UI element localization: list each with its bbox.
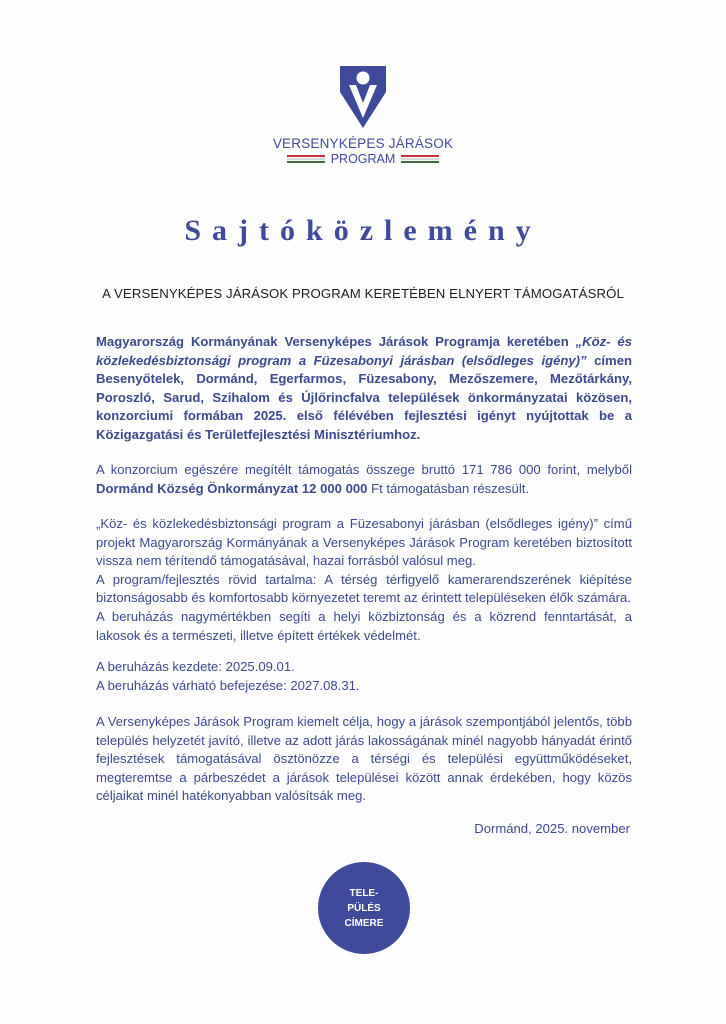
- location-pin-v-logo-icon: [340, 66, 386, 128]
- paragraph-funding: [96, 461, 632, 498]
- end-date: A beruházás várható befejezése: 2027.08.31.: [96, 677, 360, 693]
- funding-text-1: A konzorcium egészére megítélt támogatás összege bruttó 171 786 000 forint, melyből: [96, 462, 632, 477]
- hungarian-flag-right-icon: [401, 155, 439, 164]
- program-logo: [0, 66, 726, 166]
- signoff-place-date: Dormánd, 2025. november: [474, 821, 630, 836]
- logo-text-line2: PROGRAM: [330, 152, 396, 166]
- project-line3: A beruházás nagymértékben segíti a helyi közbiztonság és a közrend fenntartását, a lakosok és a természeti, illetve épített értékek védelmét.: [96, 608, 632, 643]
- project-line2: A program/fejlesztés rövid tartalma: A térség térfigyelő kamerarendszerének kiépítése biztonságosabb és komfortosabb környezetet teremt az érintett településeken élők számára.: [96, 571, 632, 606]
- settlement-crest-placeholder: [318, 862, 410, 954]
- funding-recipient: Dormánd Község Önkormányzat 12 000 000: [96, 480, 368, 496]
- intro-text-1: Magyarország Kormányának Versenyképes Járások Programja keretében: [96, 334, 576, 349]
- goal-text: A Versenyképes Járások Program kiemelt célja, hogy a járások szempontjából jelentős, több település helyzetét javító, illetve az adott járás lakosságának minél nagyobb hányadát érintő fejlesztések támogatásával ösztönözze a térségi és települési együttműködéseket, megteremtse a párbeszédet a járások települései között annak érdekében, hogy közös céljaikat minél hatékonyabban valósítsák meg.: [96, 714, 632, 804]
- hungarian-flag-left-icon: [287, 155, 325, 164]
- crest-text: TELE- PÜLÉS CÍMERE: [344, 887, 384, 929]
- logo-text-line1: VERSENYKÉPES JÁRÁSOK: [272, 136, 454, 151]
- paragraph-intro: [96, 333, 632, 445]
- paragraph-dates: [96, 658, 632, 695]
- page-title: Sajtóközlemény: [184, 214, 542, 247]
- start-date: A beruházás kezdete: 2025.09.01.: [96, 659, 295, 674]
- intro-text-2: címen Besenyőtelek, Dormánd, Egerfarmos, Füzesabony, Mezőszemere, Mezőtárkány, Poroszló, Sarud, Szihalom és Újlőrincfalva települések önkormányzatai közösen, konzorciumi formában 2025. első félévében fejlesztési igényt nyújtottak be a Közigazgatási és Területfejlesztési Minisztériumhoz.: [96, 352, 632, 442]
- paragraph-goal: [96, 713, 632, 806]
- project-line1: „Köz- és közlekedésbiztonsági program a Füzesabonyi járásban (elsődleges igény)” című projekt Magyarország Kormányának a Versenyképes Járások Program keretében biztosított vissza nem térítendő támogatásával, hazai forrásból valósul meg.: [96, 516, 632, 569]
- funding-text-2: Ft támogatásban részesült.: [367, 480, 530, 496]
- page-subtitle: A VERSENYKÉPES JÁRÁSOK PROGRAM KERETÉBEN ELNYERT TÁMOGATÁSRÓL: [102, 286, 624, 301]
- project-name-italic: „Köz- és közlekedésbiztonsági program a Füzesabonyi járásban (elsődleges igény)”: [96, 334, 632, 368]
- paragraph-project: [96, 515, 632, 645]
